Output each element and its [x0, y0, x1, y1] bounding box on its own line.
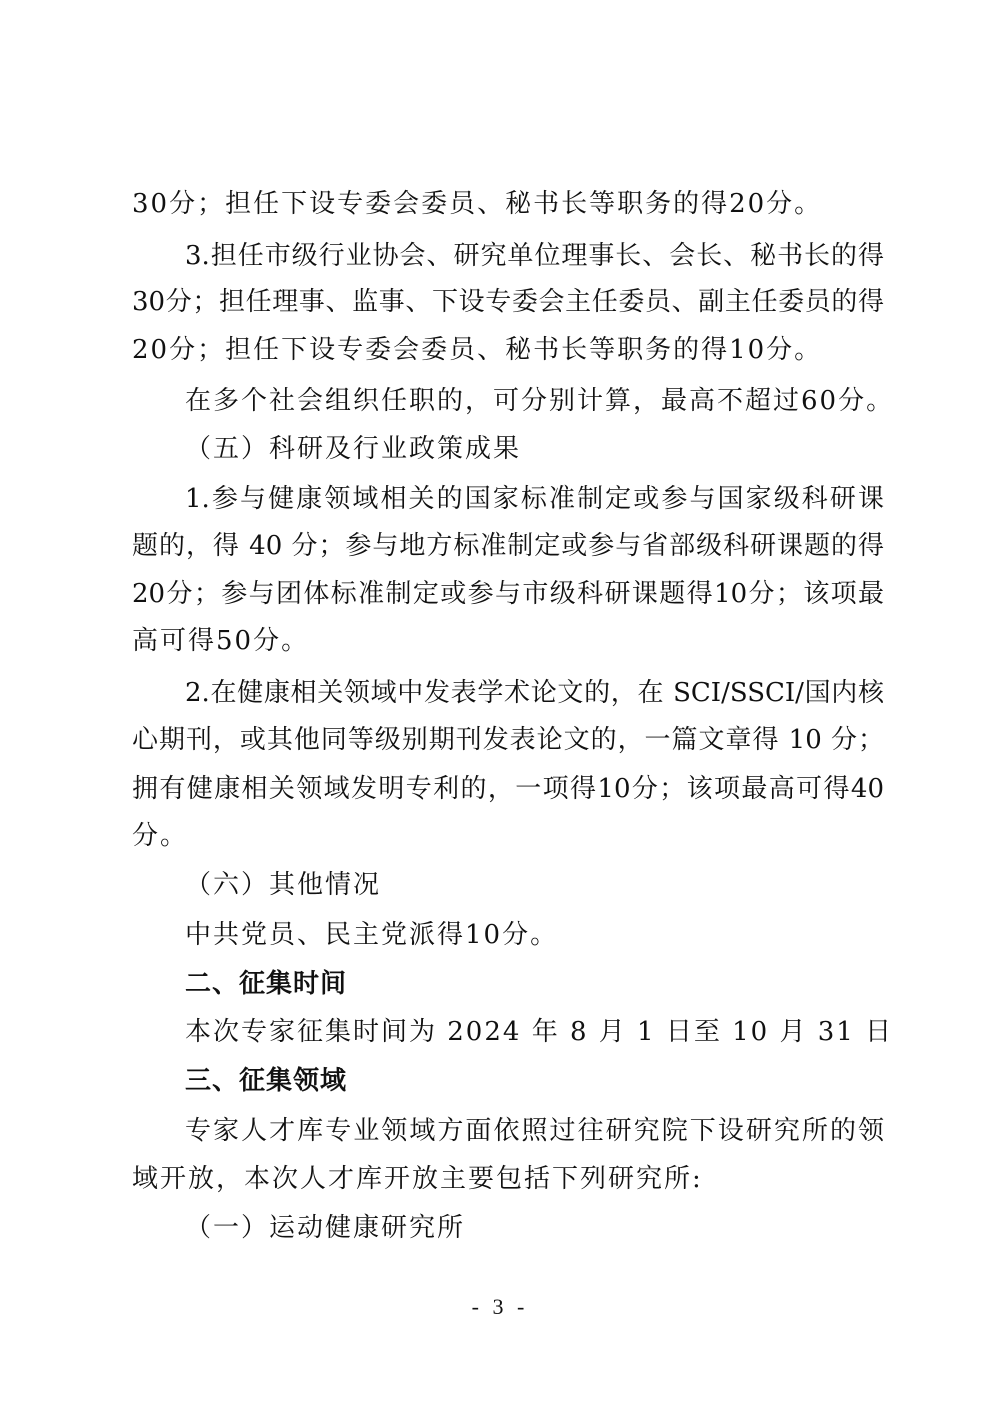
text-line: 题的，得 40 分；参与地方标准制定或参与省部级科研课题的得 [132, 531, 884, 561]
text-line: 20分；参与团体标准制定或参与市级科研课题得10分；该项最 [132, 579, 884, 609]
text-line: 20分；担任下设专委会委员、秘书长等职务的得10分。 [132, 335, 823, 365]
list-item-2: 2.在健康相关领域中发表学术论文的，在 SCI/SSCI/国内核 [185, 678, 884, 708]
section-heading-collection-fields: 三、征集领域 [185, 1066, 348, 1096]
list-item-1: 1.参与健康领域相关的国家标准制定或参与国家级科研课 [185, 484, 884, 514]
text-line: 30分；担任下设专委会委员、秘书长等职务的得20分。 [132, 189, 823, 219]
text-line: 拥有健康相关领域发明专利的，一项得10分；该项最高可得40 [132, 774, 884, 804]
text-line: 心期刊，或其他同等级别期刊发表论文的，一篇文章得 10 分； [132, 725, 884, 755]
section-heading-6: （六）其他情况 [185, 870, 382, 900]
paragraph: 专家人才库专业领域方面依照过往研究院下设研究所的领 [185, 1116, 884, 1146]
text-line: 30分；担任理事、监事、下设专委会主任委员、副主任委员的得 [132, 287, 884, 317]
list-item-3: 3.担任市级行业协会、研究单位理事长、会长、秘书长的得 [185, 241, 884, 271]
paragraph: 在多个社会组织任职的，可分别计算，最高不超过60分。 [185, 386, 895, 416]
text-line: 域开放，本次人才库开放主要包括下列研究所: [132, 1164, 703, 1194]
subsection-heading-1: （一）运动健康研究所 [185, 1213, 466, 1243]
paragraph: 本次专家征集时间为 2024 年 8 月 1 日至 10 月 31 日 [185, 1017, 894, 1047]
page-number: - 3 - [471, 1294, 529, 1319]
text-line: 高可得50分。 [132, 626, 310, 656]
section-heading-5: （五）科研及行业政策成果 [185, 434, 522, 464]
paragraph: 中共党员、民主党派得10分。 [185, 920, 559, 950]
section-heading-collection-time: 二、征集时间 [185, 969, 348, 999]
text-line: 分。 [132, 821, 189, 851]
